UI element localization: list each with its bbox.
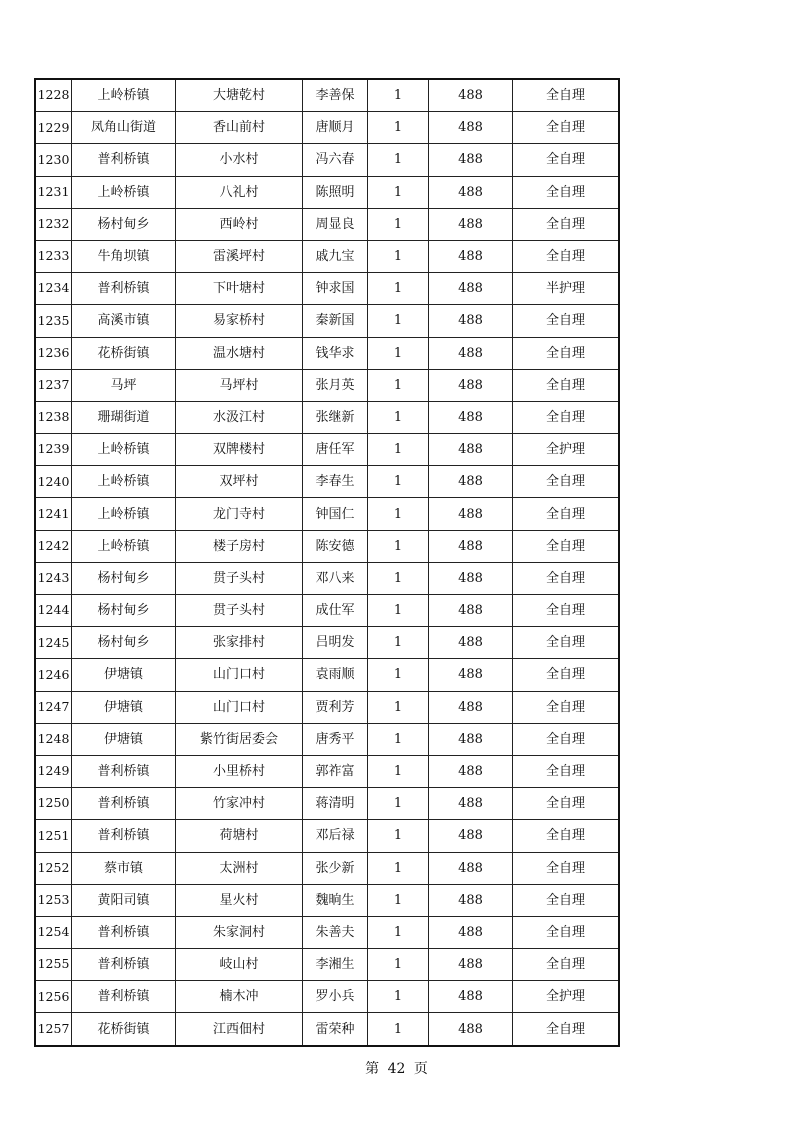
town-cell: 普利桥镇 bbox=[72, 916, 176, 948]
town-cell: 花桥街镇 bbox=[72, 1013, 176, 1046]
row-id-cell: 1251 bbox=[35, 820, 72, 852]
row-id-cell: 1234 bbox=[35, 273, 72, 305]
town-cell: 上岭桥镇 bbox=[72, 466, 176, 498]
town-cell: 上岭桥镇 bbox=[72, 530, 176, 562]
footer-prefix: 第 bbox=[365, 1061, 380, 1077]
care-status-cell: 全护理 bbox=[513, 981, 620, 1013]
count-cell: 1 bbox=[368, 916, 429, 948]
person-name-cell: 张继新 bbox=[303, 401, 368, 433]
row-id-cell: 1255 bbox=[35, 949, 72, 981]
village-cell: 双坪村 bbox=[176, 466, 303, 498]
village-cell: 贯子头村 bbox=[176, 595, 303, 627]
count-cell: 1 bbox=[368, 498, 429, 530]
care-status-cell: 全自理 bbox=[513, 240, 620, 272]
town-cell: 花桥街镇 bbox=[72, 337, 176, 369]
care-status-cell: 全自理 bbox=[513, 369, 620, 401]
village-cell: 山门口村 bbox=[176, 691, 303, 723]
table-body bbox=[35, 79, 619, 1046]
amount-cell: 488 bbox=[429, 112, 513, 144]
row-id-cell: 1246 bbox=[35, 659, 72, 691]
row-id-cell: 1248 bbox=[35, 723, 72, 755]
amount-cell: 488 bbox=[429, 273, 513, 305]
town-cell: 凤角山街道 bbox=[72, 112, 176, 144]
care-status-cell: 全自理 bbox=[513, 530, 620, 562]
care-status-cell: 全自理 bbox=[513, 820, 620, 852]
amount-cell: 488 bbox=[429, 916, 513, 948]
row-id-cell: 1238 bbox=[35, 401, 72, 433]
row-id-cell: 1247 bbox=[35, 691, 72, 723]
care-status-cell: 全自理 bbox=[513, 691, 620, 723]
person-name-cell: 张少新 bbox=[303, 852, 368, 884]
row-id-cell: 1229 bbox=[35, 112, 72, 144]
village-cell: 江西佃村 bbox=[176, 1013, 303, 1046]
town-cell: 上岭桥镇 bbox=[72, 176, 176, 208]
row-id-cell: 1252 bbox=[35, 852, 72, 884]
footer-suffix: 页 bbox=[413, 1061, 428, 1077]
village-cell: 荷塘村 bbox=[176, 820, 303, 852]
town-cell: 上岭桥镇 bbox=[72, 434, 176, 466]
town-cell: 普利桥镇 bbox=[72, 820, 176, 852]
row-id-cell: 1250 bbox=[35, 788, 72, 820]
amount-cell: 488 bbox=[429, 788, 513, 820]
table-row bbox=[35, 562, 619, 594]
town-cell: 普利桥镇 bbox=[72, 273, 176, 305]
person-name-cell: 邓八来 bbox=[303, 562, 368, 594]
care-status-cell: 全自理 bbox=[513, 916, 620, 948]
count-cell: 1 bbox=[368, 112, 429, 144]
village-cell: 水汲江村 bbox=[176, 401, 303, 433]
amount-cell: 488 bbox=[429, 337, 513, 369]
person-name-cell: 朱善夫 bbox=[303, 916, 368, 948]
town-cell: 杨村甸乡 bbox=[72, 562, 176, 594]
care-status-cell: 全自理 bbox=[513, 949, 620, 981]
count-cell: 1 bbox=[368, 176, 429, 208]
town-cell: 珊瑚街道 bbox=[72, 401, 176, 433]
care-status-cell: 全自理 bbox=[513, 305, 620, 337]
count-cell: 1 bbox=[368, 144, 429, 176]
row-id-cell: 1241 bbox=[35, 498, 72, 530]
count-cell: 1 bbox=[368, 691, 429, 723]
table-row bbox=[35, 1013, 619, 1046]
table-row bbox=[35, 530, 619, 562]
care-status-cell: 全自理 bbox=[513, 466, 620, 498]
amount-cell: 488 bbox=[429, 176, 513, 208]
count-cell: 1 bbox=[368, 337, 429, 369]
count-cell: 1 bbox=[368, 401, 429, 433]
data-table bbox=[34, 78, 620, 1047]
count-cell: 1 bbox=[368, 884, 429, 916]
table-row bbox=[35, 337, 619, 369]
village-cell: 雷溪坪村 bbox=[176, 240, 303, 272]
person-name-cell: 戚九宝 bbox=[303, 240, 368, 272]
village-cell: 小里桥村 bbox=[176, 755, 303, 787]
table-row bbox=[35, 691, 619, 723]
person-name-cell: 张月英 bbox=[303, 369, 368, 401]
care-status-cell: 全自理 bbox=[513, 884, 620, 916]
row-id-cell: 1240 bbox=[35, 466, 72, 498]
amount-cell: 488 bbox=[429, 723, 513, 755]
amount-cell: 488 bbox=[429, 240, 513, 272]
table-row bbox=[35, 305, 619, 337]
person-name-cell: 周显良 bbox=[303, 208, 368, 240]
person-name-cell: 成仕军 bbox=[303, 595, 368, 627]
row-id-cell: 1256 bbox=[35, 981, 72, 1013]
town-cell: 伊塘镇 bbox=[72, 691, 176, 723]
count-cell: 1 bbox=[368, 562, 429, 594]
count-cell: 1 bbox=[368, 434, 429, 466]
person-name-cell: 陈安德 bbox=[303, 530, 368, 562]
village-cell: 竹家冲村 bbox=[176, 788, 303, 820]
care-status-cell: 全自理 bbox=[513, 208, 620, 240]
village-cell: 香山前村 bbox=[176, 112, 303, 144]
page-number: 42 bbox=[387, 1061, 406, 1077]
table-row bbox=[35, 595, 619, 627]
care-status-cell: 全护理 bbox=[513, 434, 620, 466]
page-footer bbox=[0, 1058, 793, 1078]
care-status-cell: 全自理 bbox=[513, 659, 620, 691]
village-cell: 下叶塘村 bbox=[176, 273, 303, 305]
count-cell: 1 bbox=[368, 852, 429, 884]
care-status-cell: 全自理 bbox=[513, 176, 620, 208]
village-cell: 楼子房村 bbox=[176, 530, 303, 562]
village-cell: 双牌楼村 bbox=[176, 434, 303, 466]
row-id-cell: 1237 bbox=[35, 369, 72, 401]
table-row bbox=[35, 627, 619, 659]
count-cell: 1 bbox=[368, 820, 429, 852]
person-name-cell: 蒋清明 bbox=[303, 788, 368, 820]
amount-cell: 488 bbox=[429, 434, 513, 466]
amount-cell: 488 bbox=[429, 820, 513, 852]
amount-cell: 488 bbox=[429, 466, 513, 498]
amount-cell: 488 bbox=[429, 1013, 513, 1046]
village-cell: 马坪村 bbox=[176, 369, 303, 401]
person-name-cell: 冯六春 bbox=[303, 144, 368, 176]
person-name-cell: 钟求国 bbox=[303, 273, 368, 305]
care-status-cell: 全自理 bbox=[513, 755, 620, 787]
amount-cell: 488 bbox=[429, 755, 513, 787]
table-row bbox=[35, 434, 619, 466]
row-id-cell: 1249 bbox=[35, 755, 72, 787]
count-cell: 1 bbox=[368, 981, 429, 1013]
person-name-cell: 唐顺月 bbox=[303, 112, 368, 144]
care-status-cell: 全自理 bbox=[513, 79, 620, 112]
care-status-cell: 全自理 bbox=[513, 498, 620, 530]
count-cell: 1 bbox=[368, 369, 429, 401]
person-name-cell: 袁雨顺 bbox=[303, 659, 368, 691]
amount-cell: 488 bbox=[429, 627, 513, 659]
table-row bbox=[35, 112, 619, 144]
row-id-cell: 1243 bbox=[35, 562, 72, 594]
count-cell: 1 bbox=[368, 627, 429, 659]
village-cell: 朱家洞村 bbox=[176, 916, 303, 948]
person-name-cell: 唐任军 bbox=[303, 434, 368, 466]
person-name-cell: 罗小兵 bbox=[303, 981, 368, 1013]
amount-cell: 488 bbox=[429, 144, 513, 176]
town-cell: 伊塘镇 bbox=[72, 723, 176, 755]
care-status-cell: 全自理 bbox=[513, 562, 620, 594]
amount-cell: 488 bbox=[429, 691, 513, 723]
town-cell: 杨村甸乡 bbox=[72, 595, 176, 627]
amount-cell: 488 bbox=[429, 949, 513, 981]
care-status-cell: 全自理 bbox=[513, 144, 620, 176]
village-cell: 岐山村 bbox=[176, 949, 303, 981]
person-name-cell: 李春生 bbox=[303, 466, 368, 498]
row-id-cell: 1245 bbox=[35, 627, 72, 659]
town-cell: 普利桥镇 bbox=[72, 981, 176, 1013]
village-cell: 楠木冲 bbox=[176, 981, 303, 1013]
table-row bbox=[35, 208, 619, 240]
town-cell: 牛角坝镇 bbox=[72, 240, 176, 272]
amount-cell: 488 bbox=[429, 659, 513, 691]
village-cell: 山门口村 bbox=[176, 659, 303, 691]
count-cell: 1 bbox=[368, 949, 429, 981]
village-cell: 星火村 bbox=[176, 884, 303, 916]
amount-cell: 488 bbox=[429, 208, 513, 240]
village-cell: 温水塘村 bbox=[176, 337, 303, 369]
care-status-cell: 全自理 bbox=[513, 788, 620, 820]
row-id-cell: 1232 bbox=[35, 208, 72, 240]
row-id-cell: 1257 bbox=[35, 1013, 72, 1046]
count-cell: 1 bbox=[368, 723, 429, 755]
person-name-cell: 邓后禄 bbox=[303, 820, 368, 852]
row-id-cell: 1236 bbox=[35, 337, 72, 369]
town-cell: 蔡市镇 bbox=[72, 852, 176, 884]
town-cell: 普利桥镇 bbox=[72, 144, 176, 176]
village-cell: 张家排村 bbox=[176, 627, 303, 659]
person-name-cell: 唐秀平 bbox=[303, 723, 368, 755]
table-row bbox=[35, 788, 619, 820]
town-cell: 马坪 bbox=[72, 369, 176, 401]
table-row bbox=[35, 981, 619, 1013]
town-cell: 上岭桥镇 bbox=[72, 79, 176, 112]
amount-cell: 488 bbox=[429, 369, 513, 401]
row-id-cell: 1244 bbox=[35, 595, 72, 627]
table-row bbox=[35, 273, 619, 305]
village-cell: 西岭村 bbox=[176, 208, 303, 240]
table-row bbox=[35, 884, 619, 916]
table-row bbox=[35, 466, 619, 498]
count-cell: 1 bbox=[368, 79, 429, 112]
count-cell: 1 bbox=[368, 530, 429, 562]
row-id-cell: 1231 bbox=[35, 176, 72, 208]
count-cell: 1 bbox=[368, 240, 429, 272]
count-cell: 1 bbox=[368, 659, 429, 691]
table-row bbox=[35, 852, 619, 884]
person-name-cell: 雷荣种 bbox=[303, 1013, 368, 1046]
person-name-cell: 李善保 bbox=[303, 79, 368, 112]
amount-cell: 488 bbox=[429, 401, 513, 433]
care-status-cell: 全自理 bbox=[513, 337, 620, 369]
village-cell: 八礼村 bbox=[176, 176, 303, 208]
row-id-cell: 1253 bbox=[35, 884, 72, 916]
row-id-cell: 1235 bbox=[35, 305, 72, 337]
table-row bbox=[35, 79, 619, 112]
town-cell: 普利桥镇 bbox=[72, 949, 176, 981]
table-row bbox=[35, 369, 619, 401]
town-cell: 上岭桥镇 bbox=[72, 498, 176, 530]
amount-cell: 488 bbox=[429, 981, 513, 1013]
table-row bbox=[35, 498, 619, 530]
town-cell: 普利桥镇 bbox=[72, 755, 176, 787]
village-cell: 龙门寺村 bbox=[176, 498, 303, 530]
row-id-cell: 1239 bbox=[35, 434, 72, 466]
amount-cell: 488 bbox=[429, 852, 513, 884]
care-status-cell: 全自理 bbox=[513, 112, 620, 144]
care-status-cell: 全自理 bbox=[513, 723, 620, 755]
amount-cell: 488 bbox=[429, 562, 513, 594]
person-name-cell: 贾利芳 bbox=[303, 691, 368, 723]
care-status-cell: 全自理 bbox=[513, 595, 620, 627]
person-name-cell: 郭祚富 bbox=[303, 755, 368, 787]
care-status-cell: 全自理 bbox=[513, 627, 620, 659]
amount-cell: 488 bbox=[429, 884, 513, 916]
table-row bbox=[35, 755, 619, 787]
table-row bbox=[35, 723, 619, 755]
row-id-cell: 1233 bbox=[35, 240, 72, 272]
village-cell: 贯子头村 bbox=[176, 562, 303, 594]
care-status-cell: 半护理 bbox=[513, 273, 620, 305]
person-name-cell: 李湘生 bbox=[303, 949, 368, 981]
count-cell: 1 bbox=[368, 788, 429, 820]
person-name-cell: 钟国仁 bbox=[303, 498, 368, 530]
amount-cell: 488 bbox=[429, 530, 513, 562]
village-cell: 小水村 bbox=[176, 144, 303, 176]
village-cell: 易家桥村 bbox=[176, 305, 303, 337]
person-name-cell: 陈照明 bbox=[303, 176, 368, 208]
person-name-cell: 魏晌生 bbox=[303, 884, 368, 916]
care-status-cell: 全自理 bbox=[513, 852, 620, 884]
town-cell: 普利桥镇 bbox=[72, 788, 176, 820]
town-cell: 杨村甸乡 bbox=[72, 208, 176, 240]
care-status-cell: 全自理 bbox=[513, 401, 620, 433]
row-id-cell: 1242 bbox=[35, 530, 72, 562]
count-cell: 1 bbox=[368, 595, 429, 627]
amount-cell: 488 bbox=[429, 79, 513, 112]
amount-cell: 488 bbox=[429, 498, 513, 530]
table-row bbox=[35, 916, 619, 948]
person-name-cell: 吕明发 bbox=[303, 627, 368, 659]
row-id-cell: 1230 bbox=[35, 144, 72, 176]
table-row bbox=[35, 144, 619, 176]
table-row bbox=[35, 659, 619, 691]
town-cell: 高溪市镇 bbox=[72, 305, 176, 337]
care-status-cell: 全自理 bbox=[513, 1013, 620, 1046]
town-cell: 黄阳司镇 bbox=[72, 884, 176, 916]
table-row bbox=[35, 949, 619, 981]
amount-cell: 488 bbox=[429, 305, 513, 337]
table-row bbox=[35, 240, 619, 272]
village-cell: 太洲村 bbox=[176, 852, 303, 884]
table-row bbox=[35, 176, 619, 208]
table-row bbox=[35, 820, 619, 852]
count-cell: 1 bbox=[368, 1013, 429, 1046]
count-cell: 1 bbox=[368, 466, 429, 498]
village-cell: 大塘乾村 bbox=[176, 79, 303, 112]
village-cell: 紫竹街居委会 bbox=[176, 723, 303, 755]
amount-cell: 488 bbox=[429, 595, 513, 627]
table-row bbox=[35, 401, 619, 433]
count-cell: 1 bbox=[368, 305, 429, 337]
row-id-cell: 1254 bbox=[35, 916, 72, 948]
row-id-cell: 1228 bbox=[35, 79, 72, 112]
count-cell: 1 bbox=[368, 755, 429, 787]
town-cell: 杨村甸乡 bbox=[72, 627, 176, 659]
person-name-cell: 秦新国 bbox=[303, 305, 368, 337]
count-cell: 1 bbox=[368, 273, 429, 305]
person-name-cell: 钱华求 bbox=[303, 337, 368, 369]
town-cell: 伊塘镇 bbox=[72, 659, 176, 691]
count-cell: 1 bbox=[368, 208, 429, 240]
